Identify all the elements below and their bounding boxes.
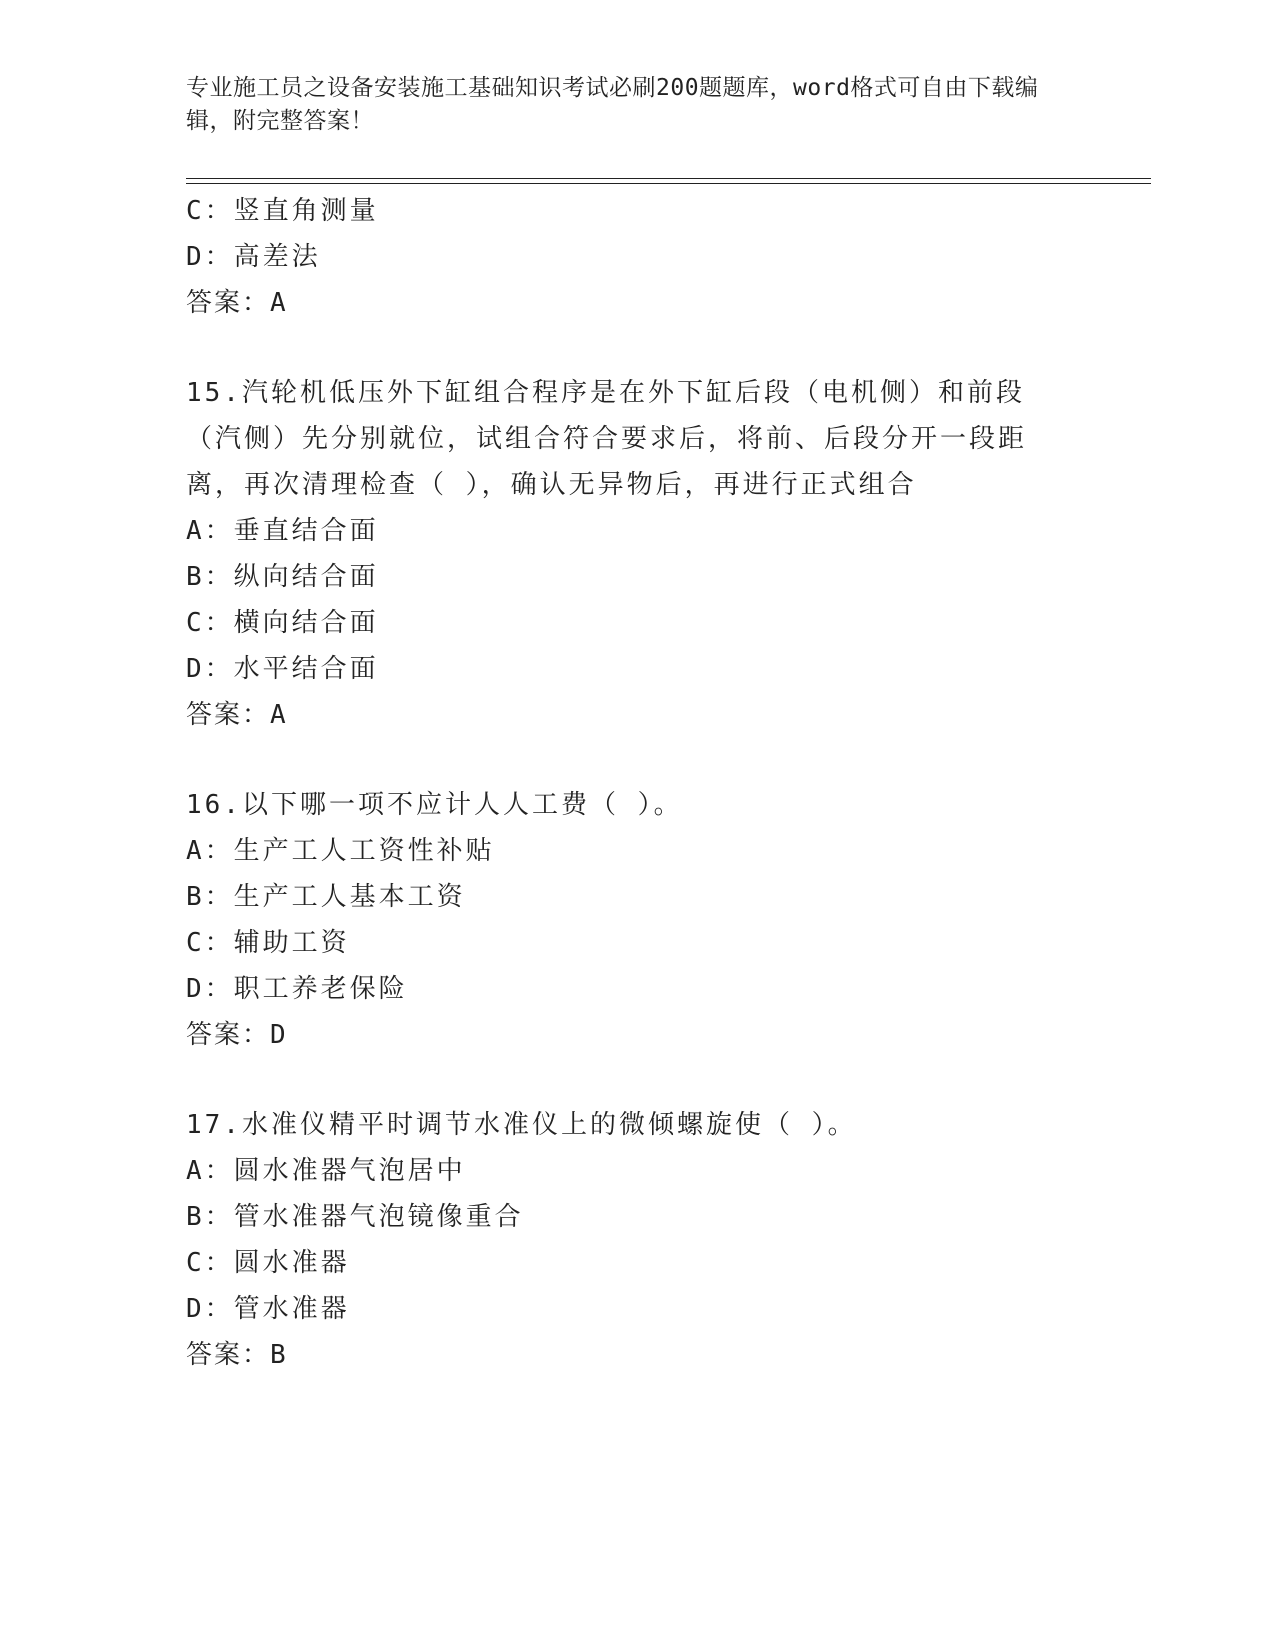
question-spacer bbox=[186, 1058, 1086, 1102]
option-a: A：生产工人工资性补贴 bbox=[186, 836, 495, 866]
answer: 答案：A bbox=[186, 700, 288, 730]
answer: 答案：B bbox=[186, 1340, 288, 1370]
question-stem: 15.汽轮机低压外下缸组合程序是在外下缸后段（电机侧）和前段（汽侧）先分别就位，试组合符合要求后，将前、后段分开一段距离，再次清理检查（ ），确认无异物后，再进行正式组合 bbox=[186, 378, 1028, 500]
document-header: 专业施工员之设备安装施工基础知识考试必刷200题题库，word格式可自由下载编辑，附完整答案！ bbox=[186, 75, 1039, 134]
option-b: B：生产工人基本工资 bbox=[186, 882, 466, 912]
question-spacer bbox=[186, 326, 1086, 370]
header-divider bbox=[186, 178, 1151, 184]
option-c: C：横向结合面 bbox=[186, 608, 379, 638]
question-spacer bbox=[186, 738, 1086, 782]
question-16 bbox=[186, 782, 1086, 1058]
q14-option-d: D：高差法 bbox=[186, 242, 321, 272]
question-stem: 17.水准仪精平时调节水准仪上的微倾螺旋使（ ）。 bbox=[186, 1110, 857, 1140]
option-a: A：垂直结合面 bbox=[186, 516, 379, 546]
question-content bbox=[186, 188, 1086, 1378]
option-d: D：管水准器 bbox=[186, 1294, 350, 1324]
question-stem: 16.以下哪一项不应计人人工费（ ）。 bbox=[186, 790, 683, 820]
q14-answer: 答案：A bbox=[186, 288, 288, 318]
option-d: D：水平结合面 bbox=[186, 654, 379, 684]
option-c: C：辅助工资 bbox=[186, 928, 350, 958]
option-b: B：纵向结合面 bbox=[186, 562, 379, 592]
option-b: B：管水准器气泡镜像重合 bbox=[186, 1202, 524, 1232]
option-d: D：职工养老保险 bbox=[186, 974, 408, 1004]
q14-option-c: C：竖直角测量 bbox=[186, 196, 379, 226]
question-17 bbox=[186, 1102, 1086, 1378]
answer: 答案：D bbox=[186, 1020, 288, 1050]
option-c: C：圆水准器 bbox=[186, 1248, 350, 1278]
question-15 bbox=[186, 370, 1086, 738]
option-a: A：圆水准器气泡居中 bbox=[186, 1156, 466, 1186]
